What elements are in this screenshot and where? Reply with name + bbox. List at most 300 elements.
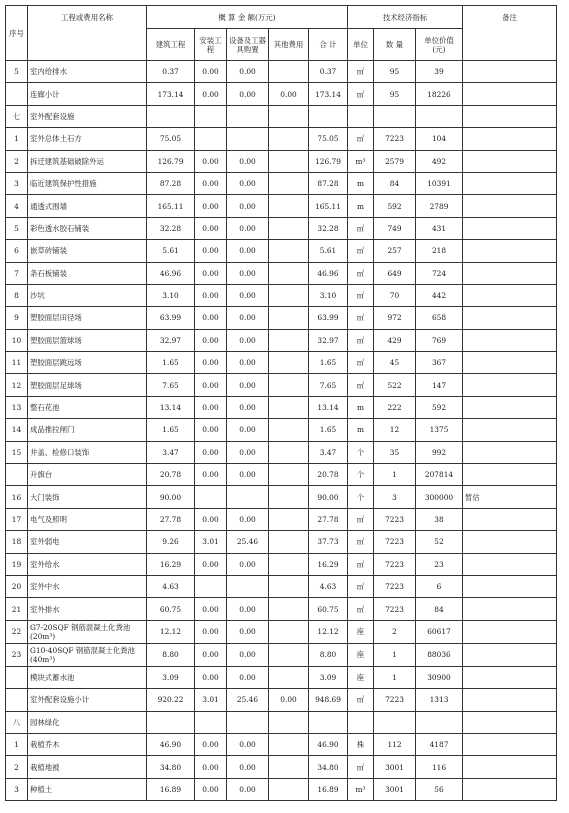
cell-other xyxy=(269,172,309,194)
cell-name: 整石花池 xyxy=(28,396,147,418)
header-qty: 数 量 xyxy=(374,29,416,61)
cell-seq: 5 xyxy=(6,61,28,83)
cell-total: 37.73 xyxy=(309,531,348,553)
header-row-1 xyxy=(6,6,557,29)
cell-qty: 522 xyxy=(374,374,416,396)
cell-seq: 5 xyxy=(6,217,28,239)
cell-seq xyxy=(6,83,28,105)
cell-qty: 429 xyxy=(374,329,416,351)
cell-seq: 23 xyxy=(6,643,28,666)
header-note: 备注 xyxy=(463,6,557,61)
cell-unit: m xyxy=(348,396,374,418)
cell-name: 连廊小计 xyxy=(28,83,147,105)
cell-install: 0.00 xyxy=(195,240,227,262)
header-unit-price: 单位价值(元) xyxy=(416,29,463,61)
cell-name: 拆迁建筑基础破除外运 xyxy=(28,150,147,172)
cell-unit: ㎡ xyxy=(348,374,374,396)
cell-unit-price: 218 xyxy=(416,240,463,262)
cell-name: 室外排水 xyxy=(28,598,147,620)
cell-name: 塑胶面层足球场 xyxy=(28,374,147,396)
cell-seq: 18 xyxy=(6,531,28,553)
cell-unit: 座 xyxy=(348,643,374,666)
cell-equipment: 0.00 xyxy=(227,150,269,172)
cell-name: 井盖、检修口装饰 xyxy=(28,441,147,463)
cell-construction: 1.65 xyxy=(147,419,195,441)
cell-install: 0.00 xyxy=(195,217,227,239)
cell-note xyxy=(463,756,557,778)
cell-note xyxy=(463,620,557,643)
cell-name: 室外配套设施 xyxy=(28,105,147,127)
cell-install: 0.00 xyxy=(195,396,227,418)
cell-total: 63.99 xyxy=(309,307,348,329)
cell-equipment: 0.00 xyxy=(227,666,269,688)
cell-note xyxy=(463,217,557,239)
header-equipment: 设备及工器具购置 xyxy=(227,29,269,61)
cell-note xyxy=(463,419,557,441)
cell-name: 室外给水 xyxy=(28,553,147,575)
cell-qty: 3001 xyxy=(374,756,416,778)
cell-name: G10-40SQF 钢筋混凝土化粪池(40m³) xyxy=(28,643,147,666)
cell-equipment: 0.00 xyxy=(227,553,269,575)
cell-unit-price: 442 xyxy=(416,284,463,306)
cell-construction: 32.28 xyxy=(147,217,195,239)
cell-unit-price: 724 xyxy=(416,262,463,284)
cell-equipment: 0.00 xyxy=(227,464,269,486)
cell-total: 3.09 xyxy=(309,666,348,688)
cell-unit: 座 xyxy=(348,666,374,688)
cell-unit: ㎡ xyxy=(348,240,374,262)
cell-unit xyxy=(348,711,374,733)
cell-qty: 649 xyxy=(374,262,416,284)
cell-note xyxy=(463,464,557,486)
cell-unit-price: 84 xyxy=(416,598,463,620)
cell-unit-price: 1313 xyxy=(416,689,463,711)
cell-other xyxy=(269,711,309,733)
cell-seq: 9 xyxy=(6,307,28,329)
cell-other xyxy=(269,105,309,127)
cell-note xyxy=(463,83,557,105)
cell-unit-price: 38 xyxy=(416,508,463,530)
cell-equipment: 0.00 xyxy=(227,756,269,778)
cell-note xyxy=(463,352,557,374)
cell-unit-price: 367 xyxy=(416,352,463,374)
cell-seq xyxy=(6,689,28,711)
cell-total: 3.47 xyxy=(309,441,348,463)
cell-construction: 63.99 xyxy=(147,307,195,329)
cell-other xyxy=(269,756,309,778)
cell-name: 模块式蓄水池 xyxy=(28,666,147,688)
table-row xyxy=(6,598,557,620)
cell-install: 0.00 xyxy=(195,352,227,374)
cell-unit-price: 4187 xyxy=(416,733,463,755)
cell-unit-price: 116 xyxy=(416,756,463,778)
cell-seq: 14 xyxy=(6,419,28,441)
cell-qty: 45 xyxy=(374,352,416,374)
cell-unit: 座 xyxy=(348,620,374,643)
cell-construction: 87.28 xyxy=(147,172,195,194)
cell-name: 园林绿化 xyxy=(28,711,147,733)
cell-total: 20.78 xyxy=(309,464,348,486)
cell-unit-price: 300000 xyxy=(416,486,463,508)
cell-seq: 6 xyxy=(6,240,28,262)
cell-other xyxy=(269,262,309,284)
cell-install: 0.00 xyxy=(195,172,227,194)
cell-install xyxy=(195,105,227,127)
cell-total: 32.28 xyxy=(309,217,348,239)
cell-unit-price: 88036 xyxy=(416,643,463,666)
cell-qty: 12 xyxy=(374,419,416,441)
cell-qty: 7223 xyxy=(374,598,416,620)
cell-unit-price: 992 xyxy=(416,441,463,463)
cell-construction: 173.14 xyxy=(147,83,195,105)
cell-other xyxy=(269,441,309,463)
cell-total: 16.89 xyxy=(309,778,348,800)
cell-other xyxy=(269,374,309,396)
cell-seq xyxy=(6,464,28,486)
cell-equipment: 0.00 xyxy=(227,374,269,396)
cell-name: 室外弱电 xyxy=(28,531,147,553)
cell-note xyxy=(463,441,557,463)
cell-equipment: 0.00 xyxy=(227,61,269,83)
cell-construction: 12.12 xyxy=(147,620,195,643)
cell-unit: ㎡ xyxy=(348,689,374,711)
table-row xyxy=(6,240,557,262)
table-row xyxy=(6,195,557,217)
cell-install: 0.00 xyxy=(195,464,227,486)
cell-other xyxy=(269,128,309,150)
cell-qty: 749 xyxy=(374,217,416,239)
cell-name: 通透式围墙 xyxy=(28,195,147,217)
header-name: 工程或费用名称 xyxy=(28,6,147,61)
cell-qty: 95 xyxy=(374,83,416,105)
cell-unit: ㎡ xyxy=(348,598,374,620)
cell-unit: ㎡ xyxy=(348,307,374,329)
table-row xyxy=(6,486,557,508)
cell-equipment xyxy=(227,711,269,733)
cell-construction: 5.61 xyxy=(147,240,195,262)
cell-other xyxy=(269,240,309,262)
cell-total: 12.12 xyxy=(309,620,348,643)
cell-construction: 46.96 xyxy=(147,262,195,284)
table-row xyxy=(6,61,557,83)
table-row xyxy=(6,553,557,575)
cell-total: 165.11 xyxy=(309,195,348,217)
table-row xyxy=(6,508,557,530)
cell-unit: ㎡ xyxy=(348,508,374,530)
cell-seq: 2 xyxy=(6,756,28,778)
cell-note: 暂估 xyxy=(463,486,557,508)
cell-unit: m³ xyxy=(348,150,374,172)
cell-other xyxy=(269,553,309,575)
cell-total xyxy=(309,105,348,127)
cell-unit: ㎡ xyxy=(348,531,374,553)
cell-seq: 七 xyxy=(6,105,28,127)
header-seq: 序号 xyxy=(6,6,28,61)
cell-total: 173.14 xyxy=(309,83,348,105)
table-row xyxy=(6,666,557,688)
cell-construction: 7.65 xyxy=(147,374,195,396)
cell-note xyxy=(463,508,557,530)
table-row xyxy=(6,643,557,666)
cell-unit: m³ xyxy=(348,778,374,800)
cell-other: 0.00 xyxy=(269,83,309,105)
cell-install xyxy=(195,128,227,150)
cell-unit-price: 2789 xyxy=(416,195,463,217)
cell-seq: 15 xyxy=(6,441,28,463)
cell-unit-price: 207814 xyxy=(416,464,463,486)
cell-seq: 17 xyxy=(6,508,28,530)
cell-seq: 3 xyxy=(6,778,28,800)
cell-unit: ㎡ xyxy=(348,329,374,351)
table-row xyxy=(6,172,557,194)
cell-construction: 0.37 xyxy=(147,61,195,83)
cell-other xyxy=(269,464,309,486)
cell-construction: 46.90 xyxy=(147,733,195,755)
cell-name: 条石板铺装 xyxy=(28,262,147,284)
cell-seq: 8 xyxy=(6,284,28,306)
cell-other xyxy=(269,61,309,83)
cell-note xyxy=(463,307,557,329)
cell-equipment: 0.00 xyxy=(227,733,269,755)
cell-unit-price: 39 xyxy=(416,61,463,83)
cell-install xyxy=(195,486,227,508)
cell-note xyxy=(463,733,557,755)
table-row xyxy=(6,733,557,755)
table-row xyxy=(6,689,557,711)
cell-other xyxy=(269,217,309,239)
cell-equipment: 0.00 xyxy=(227,643,269,666)
cell-other xyxy=(269,733,309,755)
cell-unit-price: 52 xyxy=(416,531,463,553)
cell-note xyxy=(463,778,557,800)
table-row xyxy=(6,374,557,396)
cell-unit-price: 431 xyxy=(416,217,463,239)
cell-note xyxy=(463,575,557,597)
cell-unit-price xyxy=(416,105,463,127)
cell-unit xyxy=(348,105,374,127)
cell-install: 0.00 xyxy=(195,598,227,620)
cell-unit-price: 23 xyxy=(416,553,463,575)
cell-equipment: 0.00 xyxy=(227,240,269,262)
cell-qty: 7223 xyxy=(374,508,416,530)
cell-unit: ㎡ xyxy=(348,128,374,150)
cell-note xyxy=(463,150,557,172)
cell-total: 87.28 xyxy=(309,172,348,194)
cell-unit: 个 xyxy=(348,486,374,508)
cell-construction xyxy=(147,711,195,733)
cell-construction: 16.89 xyxy=(147,778,195,800)
cell-other xyxy=(269,486,309,508)
cell-install: 0.00 xyxy=(195,150,227,172)
cell-qty: 35 xyxy=(374,441,416,463)
cell-total: 46.96 xyxy=(309,262,348,284)
cell-equipment: 0.00 xyxy=(227,620,269,643)
cell-unit-price xyxy=(416,711,463,733)
cell-install: 3.01 xyxy=(195,531,227,553)
cell-unit-price: 60617 xyxy=(416,620,463,643)
cell-unit: 个 xyxy=(348,441,374,463)
cell-name: 栽植乔木 xyxy=(28,733,147,755)
cell-total: 13.14 xyxy=(309,396,348,418)
cell-equipment: 0.00 xyxy=(227,508,269,530)
cell-note xyxy=(463,553,557,575)
cell-equipment: 0.00 xyxy=(227,329,269,351)
table-row xyxy=(6,778,557,800)
cell-seq: 20 xyxy=(6,575,28,597)
cell-unit: ㎡ xyxy=(348,284,374,306)
cell-name: 临近建筑保护性措施 xyxy=(28,172,147,194)
table-row xyxy=(6,575,557,597)
cell-note xyxy=(463,666,557,688)
cell-construction: 16.29 xyxy=(147,553,195,575)
cell-install: 0.00 xyxy=(195,307,227,329)
table-row xyxy=(6,128,557,150)
cell-construction: 3.47 xyxy=(147,441,195,463)
cell-note xyxy=(463,643,557,666)
cell-equipment: 25.46 xyxy=(227,531,269,553)
cell-name: G7-20SQF 钢筋混凝土化粪池(20m³) xyxy=(28,620,147,643)
cell-install xyxy=(195,711,227,733)
cell-seq: 10 xyxy=(6,329,28,351)
header-unit: 单位 xyxy=(348,29,374,61)
table-row xyxy=(6,531,557,553)
cell-unit-price: 658 xyxy=(416,307,463,329)
cell-qty: 2579 xyxy=(374,150,416,172)
cell-unit: ㎡ xyxy=(348,83,374,105)
cell-note xyxy=(463,240,557,262)
cell-install: 0.00 xyxy=(195,778,227,800)
cell-qty: 3001 xyxy=(374,778,416,800)
cell-name: 电气及照明 xyxy=(28,508,147,530)
cost-estimate-page xyxy=(5,5,557,801)
cell-equipment xyxy=(227,105,269,127)
cell-name: 栽植地被 xyxy=(28,756,147,778)
cell-note xyxy=(463,61,557,83)
table-row xyxy=(6,620,557,643)
cell-qty xyxy=(374,711,416,733)
cell-other xyxy=(269,531,309,553)
cell-install: 0.00 xyxy=(195,374,227,396)
cell-equipment xyxy=(227,128,269,150)
cell-unit-price: 147 xyxy=(416,374,463,396)
cell-unit-price: 492 xyxy=(416,150,463,172)
cell-equipment: 0.00 xyxy=(227,195,269,217)
cell-other xyxy=(269,284,309,306)
cell-qty: 1 xyxy=(374,643,416,666)
cell-total: 3.10 xyxy=(309,284,348,306)
cell-name: 嵌草砖铺装 xyxy=(28,240,147,262)
table-row xyxy=(6,329,557,351)
header-construction: 建筑工程 xyxy=(147,29,195,61)
cell-install: 0.00 xyxy=(195,508,227,530)
cell-construction: 920.22 xyxy=(147,689,195,711)
cell-qty: 70 xyxy=(374,284,416,306)
cell-other xyxy=(269,150,309,172)
cell-unit: 株 xyxy=(348,733,374,755)
cell-equipment: 0.00 xyxy=(227,307,269,329)
cell-construction: 20.78 xyxy=(147,464,195,486)
table-row xyxy=(6,284,557,306)
cell-seq: 八 xyxy=(6,711,28,733)
cell-name: 种植土 xyxy=(28,778,147,800)
cell-equipment xyxy=(227,575,269,597)
cell-note xyxy=(463,128,557,150)
cell-equipment: 0.00 xyxy=(227,217,269,239)
cell-install: 0.00 xyxy=(195,83,227,105)
cell-unit: ㎡ xyxy=(348,217,374,239)
cell-name: 室外中水 xyxy=(28,575,147,597)
cell-total: 948.69 xyxy=(309,689,348,711)
cell-total: 34.80 xyxy=(309,756,348,778)
cell-total xyxy=(309,711,348,733)
cell-construction: 34.80 xyxy=(147,756,195,778)
cell-unit-price: 10391 xyxy=(416,172,463,194)
cell-note xyxy=(463,711,557,733)
cell-unit-price: 6 xyxy=(416,575,463,597)
cell-seq: 7 xyxy=(6,262,28,284)
cell-total: 75.05 xyxy=(309,128,348,150)
cell-qty: 112 xyxy=(374,733,416,755)
cell-equipment: 0.00 xyxy=(227,262,269,284)
cell-total: 1.65 xyxy=(309,419,348,441)
cell-seq: 1 xyxy=(6,128,28,150)
table-row xyxy=(6,441,557,463)
cell-seq: 11 xyxy=(6,352,28,374)
header-install: 安装工程 xyxy=(195,29,227,61)
cell-install: 0.00 xyxy=(195,284,227,306)
header-total: 合 计 xyxy=(309,29,348,61)
cell-unit-price: 104 xyxy=(416,128,463,150)
cell-seq: 22 xyxy=(6,620,28,643)
table-row xyxy=(6,150,557,172)
cell-name: 塑胶面层篮球场 xyxy=(28,329,147,351)
cell-other xyxy=(269,307,309,329)
table-row xyxy=(6,105,557,127)
cell-name: 室内给排水 xyxy=(28,61,147,83)
table-row xyxy=(6,756,557,778)
cell-equipment: 0.00 xyxy=(227,83,269,105)
table-row xyxy=(6,307,557,329)
cell-note xyxy=(463,284,557,306)
cell-unit: ㎡ xyxy=(348,553,374,575)
cell-seq: 1 xyxy=(6,733,28,755)
cell-note xyxy=(463,374,557,396)
cell-qty: 7223 xyxy=(374,553,416,575)
cell-install: 0.00 xyxy=(195,61,227,83)
cell-construction: 75.05 xyxy=(147,128,195,150)
cell-qty: 7223 xyxy=(374,531,416,553)
cell-other xyxy=(269,419,309,441)
cell-unit-price: 18226 xyxy=(416,83,463,105)
cell-qty: 1 xyxy=(374,666,416,688)
cell-construction: 4.63 xyxy=(147,575,195,597)
cell-install: 0.00 xyxy=(195,553,227,575)
cell-install: 0.00 xyxy=(195,643,227,666)
cell-construction: 32.97 xyxy=(147,329,195,351)
cell-equipment: 0.00 xyxy=(227,352,269,374)
cell-other xyxy=(269,620,309,643)
cell-qty: 84 xyxy=(374,172,416,194)
cell-install: 0.00 xyxy=(195,262,227,284)
cell-total: 4.63 xyxy=(309,575,348,597)
cell-equipment: 0.00 xyxy=(227,172,269,194)
cell-name: 沙坑 xyxy=(28,284,147,306)
cell-name: 大门装饰 xyxy=(28,486,147,508)
cell-unit: ㎡ xyxy=(348,61,374,83)
cell-unit: m xyxy=(348,172,374,194)
cell-seq: 3 xyxy=(6,172,28,194)
cell-unit: ㎡ xyxy=(348,575,374,597)
